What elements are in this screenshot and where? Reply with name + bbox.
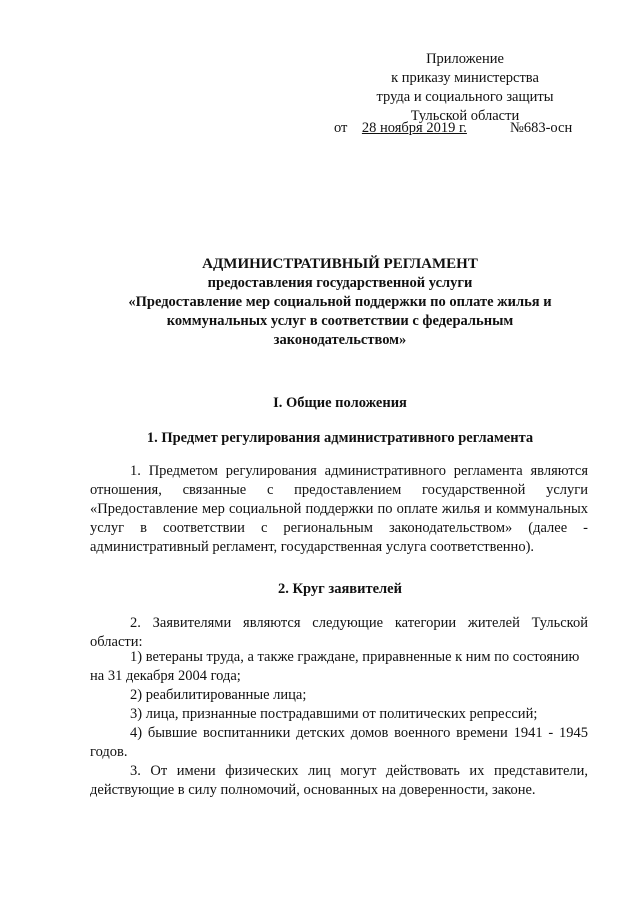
title-line-2: предоставления государственной услуги [207, 275, 473, 291]
paragraph-3: 3. От имени физических лиц могут действовать их представители, действующие в силу полномочий, основанных на доверенности, законе. [90, 763, 588, 798]
list-item-1: 1) ветераны труда, а также граждане, приравненные к ним по состоянию на 31 декабря 2004 года; [90, 649, 580, 684]
subsection-heading-1: 1. Предмет регулирования административного регламента [146, 430, 534, 446]
appendix-line-4: Тульской области [410, 108, 520, 124]
list-item-2: 2) реабилитированные лица; [130, 687, 307, 703]
appendix-line-1: Приложение [426, 51, 504, 67]
paragraph-2: 2. Заявителями являются следующие категории жителей Тульской области: [90, 615, 588, 650]
appendix-block [340, 50, 590, 126]
document-title [60, 255, 620, 350]
title-line-4: коммунальных услуг в соответствии с федеральным [166, 313, 514, 329]
list-item-3: 3) лица, признанные пострадавшими от политических репрессий; [130, 706, 538, 722]
title-line-3: «Предоставление мер социальной поддержки по оплате жилья и [128, 294, 552, 310]
paragraph-1: 1. Предметом регулирования административного регламента являются отношения, связанные с предоставлением государственной услуги «Предоставление мер социальной поддержки по оплате жилья и коммунальных услуг в соответствии с региональным законодательством» (далее - административный регламент, государственная услуга соответственно). [90, 463, 588, 555]
list-item-4: 4) бывшие воспитанники детских домов военного времени 1941 - 1945 годов. [90, 725, 588, 760]
order-number: №683-осн [510, 120, 573, 136]
title-line-5: законодательством» [273, 332, 407, 348]
title-main: АДМИНИСТРАТИВНЫЙ РЕГЛАМЕНТ [202, 256, 478, 272]
order-date: 28 ноября 2019 г. [361, 120, 467, 136]
section-heading: I. Общие положения [273, 395, 407, 411]
order-date-prefix: от [334, 120, 348, 136]
appendix-line-2: к приказу министерства [391, 70, 539, 86]
order-date-number [334, 119, 594, 138]
subsection-heading-2: 2. Круг заявителей [278, 581, 402, 597]
appendix-line-3: труда и социального защиты [376, 89, 554, 105]
